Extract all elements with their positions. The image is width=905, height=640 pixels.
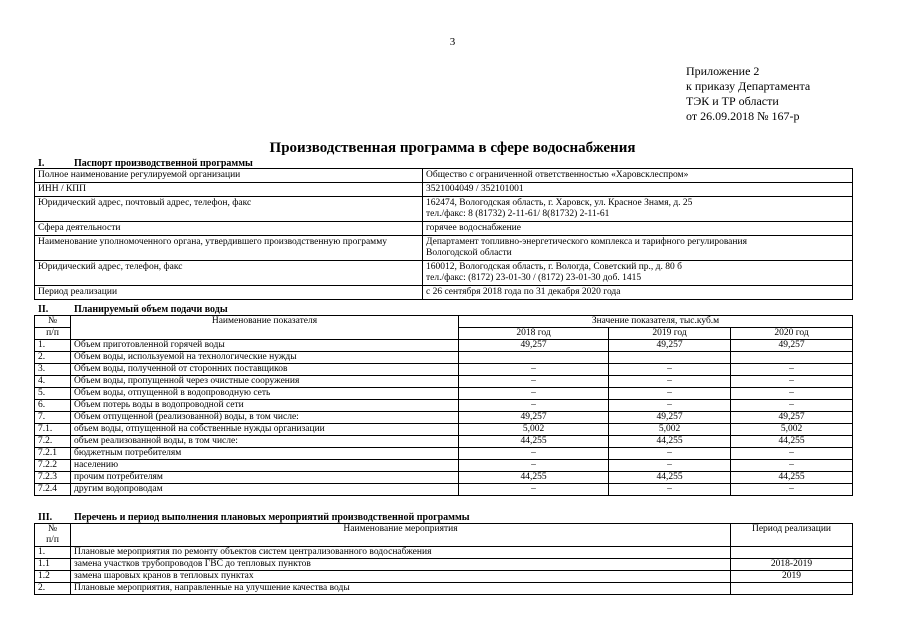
- passport-label: Юридический адрес, телефон, факс: [35, 261, 423, 286]
- row-number: 7.1.: [35, 424, 71, 436]
- section-title: Планируемый объем подачи воды: [74, 304, 228, 315]
- value-2020: –: [731, 364, 853, 376]
- indicator-name: Объем воды, используемой на технологические нужды: [71, 352, 459, 364]
- indicator-name: Объем потерь воды в водопроводной сети: [71, 400, 459, 412]
- appendix-line: ТЭК и ТР области: [686, 94, 779, 108]
- passport-value: [423, 236, 853, 261]
- value-2019: [609, 352, 731, 364]
- value-2019: 49,257: [609, 412, 731, 424]
- value-2018: –: [459, 388, 609, 400]
- value-2020: –: [731, 448, 853, 460]
- indicator-name: населению: [71, 460, 459, 472]
- header-year: 2020 год: [731, 328, 853, 340]
- row-number: 1.: [35, 340, 71, 352]
- row-number: 7.2.4: [35, 484, 71, 496]
- measure-period: [731, 547, 853, 559]
- row-number: 1.2: [35, 571, 71, 583]
- table-row: [35, 169, 853, 183]
- passport-value-line: Департамент топливно-энергетического комплекса и тарифного регулирования: [426, 237, 747, 247]
- value-2018: [459, 352, 609, 364]
- value-2020: –: [731, 400, 853, 412]
- measure-name: Плановые мероприятия, направленные на улучшение качества воды: [71, 583, 731, 595]
- table-row: [35, 388, 853, 400]
- value-2019: –: [609, 484, 731, 496]
- value-2018: 49,257: [459, 340, 609, 352]
- table-row: [35, 472, 853, 484]
- section-title: Перечень и период выполнения плановых мероприятий производственной программы: [74, 512, 470, 523]
- measure-period: [731, 583, 853, 595]
- value-2018: –: [459, 364, 609, 376]
- header-value: Значение показателя, тыс.куб.м: [459, 316, 853, 328]
- indicator-name: Объем приготовленной горячей воды: [71, 340, 459, 352]
- table-row: [35, 352, 853, 364]
- value-2020: –: [731, 484, 853, 496]
- header-year: 2019 год: [609, 328, 731, 340]
- table-row: [35, 222, 853, 236]
- passport-label: Период реализации: [35, 286, 423, 300]
- value-2020: 44,255: [731, 436, 853, 448]
- value-2019: –: [609, 364, 731, 376]
- passport-value: с 26 сентября 2018 года по 31 декабря 2020 года: [423, 286, 853, 300]
- passport-value: [423, 261, 853, 286]
- value-2018: –: [459, 448, 609, 460]
- table-row: [35, 547, 853, 559]
- header-year: 2018 год: [459, 328, 609, 340]
- indicator-name: Объем отпущенной (реализованной) воды, в том числе:: [71, 412, 459, 424]
- table-row: [35, 236, 853, 261]
- value-2018: 49,257: [459, 412, 609, 424]
- table-row: [35, 448, 853, 460]
- indicator-name: объем воды, отпущенной на собственные нужды организации: [71, 424, 459, 436]
- table-row: [35, 286, 853, 300]
- appendix-line: Приложение 2: [686, 64, 760, 78]
- passport-label: ИНН / КПП: [35, 183, 423, 197]
- row-number: 1.: [35, 547, 71, 559]
- value-2019: –: [609, 388, 731, 400]
- table-row: [35, 460, 853, 472]
- passport-value: [423, 197, 853, 222]
- passport-value: 3521004049 / 352101001: [423, 183, 853, 197]
- value-2019: 44,255: [609, 472, 731, 484]
- table-row: [35, 197, 853, 222]
- table-row: [35, 376, 853, 388]
- section-number: I.: [38, 158, 45, 169]
- section-number: III.: [38, 512, 53, 523]
- section-3-heading: [38, 512, 470, 523]
- table-row: [35, 364, 853, 376]
- indicator-name: Объем воды, пропущенной через очистные сооружения: [71, 376, 459, 388]
- value-2018: 5,002: [459, 424, 609, 436]
- section-number: II.: [38, 304, 49, 315]
- value-2020: 44,255: [731, 472, 853, 484]
- value-2019: 44,255: [609, 436, 731, 448]
- table-row: [35, 400, 853, 412]
- passport-label: Полное наименование регулируемой организации: [35, 169, 423, 183]
- table-row: [35, 183, 853, 197]
- indicator-name: объем реализованной воды, в том числе:: [71, 436, 459, 448]
- header-num: №: [35, 316, 71, 328]
- table-header-row: [35, 316, 853, 328]
- value-2020: 5,002: [731, 424, 853, 436]
- row-number: 6.: [35, 400, 71, 412]
- table-row: [35, 583, 853, 595]
- header-num-line: №: [47, 524, 58, 534]
- indicator-name: другим водопроводам: [71, 484, 459, 496]
- passport-label: Наименование уполномоченного органа, утвердившего производственную программу: [35, 236, 423, 261]
- table-row: [35, 412, 853, 424]
- appendix-note: [686, 64, 810, 124]
- row-number: 1.1: [35, 559, 71, 571]
- value-2020: –: [731, 376, 853, 388]
- value-2019: –: [609, 448, 731, 460]
- table-row: [35, 484, 853, 496]
- header-num: [35, 524, 71, 547]
- row-number: 2.: [35, 583, 71, 595]
- measure-period: 2018-2019: [731, 559, 853, 571]
- page-number: 3: [449, 36, 456, 48]
- passport-table: [34, 168, 853, 300]
- appendix-line: от 26.09.2018 № 167-р: [686, 109, 800, 123]
- passport-value: Общество с ограниченной ответственностью «Харовсклеспром»: [423, 169, 853, 183]
- table-row: [35, 436, 853, 448]
- table-header-row: [35, 524, 853, 547]
- row-number: 7.2.2: [35, 460, 71, 472]
- measures-table: [34, 523, 853, 595]
- value-2018: –: [459, 400, 609, 412]
- value-2018: 44,255: [459, 472, 609, 484]
- header-measure-name: Наименование мероприятия: [71, 524, 731, 547]
- header-num-sub: п/п: [35, 328, 71, 340]
- value-2019: 5,002: [609, 424, 731, 436]
- value-2019: –: [609, 460, 731, 472]
- appendix-line: к приказу Департамента: [686, 79, 811, 93]
- row-number: 7.2.: [35, 436, 71, 448]
- value-2018: –: [459, 376, 609, 388]
- passport-label: Сфера деятельности: [35, 222, 423, 236]
- measures-rows: [35, 547, 853, 595]
- passport-value-line: Вологодской области: [426, 248, 512, 258]
- row-number: 2.: [35, 352, 71, 364]
- header-num-line: п/п: [46, 535, 59, 545]
- table-row: [35, 261, 853, 286]
- table-row: [35, 424, 853, 436]
- value-2019: 49,257: [609, 340, 731, 352]
- row-number: 7.: [35, 412, 71, 424]
- value-2020: –: [731, 460, 853, 472]
- value-2018: –: [459, 484, 609, 496]
- row-number: 3.: [35, 364, 71, 376]
- value-2018: 44,255: [459, 436, 609, 448]
- table-row: [35, 340, 853, 352]
- passport-value-line: 160012, Вологодская область, г. Вологда, Советский пр., д. 80 б: [426, 262, 682, 272]
- section-2-heading: [38, 304, 228, 315]
- value-2020: 49,257: [731, 340, 853, 352]
- value-2018: –: [459, 460, 609, 472]
- passport-value-line: тел./факс: (8172) 23-01-30 / (8172) 23-01-30 доб. 1415: [426, 273, 642, 283]
- header-period: Период реализации: [731, 524, 853, 547]
- value-2020: [731, 352, 853, 364]
- indicator-name: Объем воды, полученной от сторонних поставщиков: [71, 364, 459, 376]
- row-number: 4.: [35, 376, 71, 388]
- measure-period: 2019: [731, 571, 853, 583]
- indicator-name: Объем воды, отпущенной в водопроводную сеть: [71, 388, 459, 400]
- header-indicator-name: Наименование показателя: [71, 316, 459, 340]
- row-number: 5.: [35, 388, 71, 400]
- document-title: Производственная программа в сфере водоснабжения: [269, 140, 636, 156]
- value-2020: 49,257: [731, 412, 853, 424]
- passport-value: горячее водоснабжение: [423, 222, 853, 236]
- section-title: Паспорт производственной программы: [74, 158, 253, 169]
- measure-name: замена участков трубопроводов ГВС до тепловых пунктов: [71, 559, 731, 571]
- value-2020: –: [731, 388, 853, 400]
- measure-name: замена шаровых кранов в тепловых пунктах: [71, 571, 731, 583]
- passport-label: Юридический адрес, почтовый адрес, телефон, факс: [35, 197, 423, 222]
- passport-value-line: тел./факс: 8 (81732) 2-11-61/ 8(81732) 2-11-61: [426, 209, 610, 219]
- indicator-name: прочим потребителям: [71, 472, 459, 484]
- value-2019: –: [609, 400, 731, 412]
- row-number: 7.2.3: [35, 472, 71, 484]
- value-2019: –: [609, 376, 731, 388]
- table-row: [35, 571, 853, 583]
- indicator-name: бюджетным потребителям: [71, 448, 459, 460]
- passport-value-line: 162474, Вологодская область, г. Харовск, ул. Красное Знамя, д. 25: [426, 198, 693, 208]
- table-row: [35, 559, 853, 571]
- water-volume-table: [34, 315, 853, 496]
- water-volume-rows: [35, 340, 853, 496]
- row-number: 7.2.1: [35, 448, 71, 460]
- measure-name: Плановые мероприятия по ремонту объектов систем централизованного водоснабжения: [71, 547, 731, 559]
